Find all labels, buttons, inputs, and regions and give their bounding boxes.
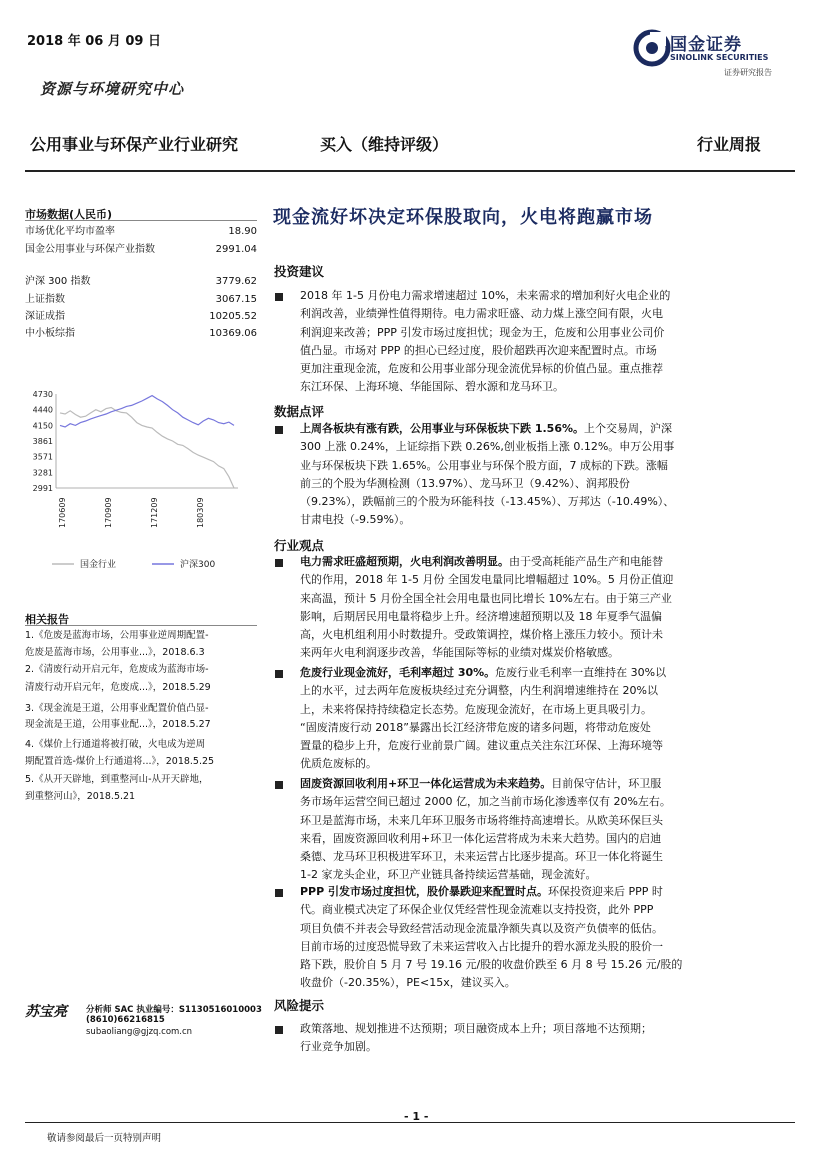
- market-row-value: 3779.62: [215, 276, 257, 287]
- text-line: 利润改善，业绩弹性值得期待。电力需求旺盛、动力煤上涨空间有限，火电: [300, 307, 663, 321]
- text-line: 桑德、龙马环卫积极进军环卫，未来运营占比逐步提高。环卫一体化将诞生: [300, 850, 663, 864]
- text-line: 更加注重现金流，危废和公用事业部分现金流优异标的价值凸显。重点推荐: [300, 362, 663, 376]
- text-line: [300, 553, 790, 571]
- related-report-line[interactable]: 期配置首选-煤价上行通道将...》，2018.5.25: [25, 756, 215, 767]
- market-data-title: 市场数据(人民币): [25, 208, 113, 221]
- text-line: [300, 664, 790, 682]
- text-line: 2018 年 1-5 月份电力需求增速超过 10%，未来需求的增加利好火电企业的: [300, 289, 671, 302]
- bullet-icon: [275, 559, 283, 567]
- market-row-value: 10205.52: [209, 311, 257, 322]
- market-row: [25, 310, 257, 324]
- report-title: 现金流好坏决定环保股取向，火电将跑赢市场: [273, 207, 653, 228]
- text-line: 环卫是蓝海市场，未来几年环卫服务市场将维持高速增长。从欧美环保巨头: [300, 813, 663, 827]
- related-report-line[interactable]: 2.《清废行动开启元年，危废成为蓝海市场-: [25, 664, 209, 675]
- related-report-line[interactable]: 现金流是王道，公用事业配...》，2018.5.27: [25, 719, 211, 730]
- market-row: [25, 243, 257, 257]
- legend-label: 国金行业: [80, 560, 117, 570]
- view-lead: PPP 引发市场过度担忧，股价暴跌迎来配置时点。: [300, 885, 549, 898]
- market-row: [25, 225, 257, 239]
- report-date: 2018 年 06 月 09 日: [27, 34, 161, 49]
- related-report-line[interactable]: 到重整河山》，2018.5.21: [25, 791, 136, 802]
- text-line: （9.23%），跌幅前三的个股为环能科技（-13.45%）、万邦达（-10.49%）、: [300, 495, 675, 509]
- related-reports-divider: [25, 625, 257, 626]
- y-tick-label: 3861: [32, 436, 53, 446]
- text-line: [300, 883, 790, 901]
- data-paragraph: [300, 420, 790, 530]
- bullet-icon: [275, 889, 283, 897]
- analyst-license: 分析师 SAC 执业编号：S1130516010003: [86, 1005, 262, 1015]
- text-line: “固废清废行动 2018”暴露出长江经济带危废的诸多问题，将带动危废处: [300, 720, 651, 734]
- bullet-icon: [275, 781, 283, 789]
- related-report-line[interactable]: 危废是蓝海市场，公用事业...》，2018.6.3: [25, 647, 205, 658]
- text-line: 高，火电机组利用小时数提升。受政策调控，煤价格上涨压力较小。预计未: [300, 628, 663, 642]
- header-divider: [25, 170, 795, 172]
- bullet-icon: [275, 426, 283, 434]
- index-line-chart: [22, 384, 262, 584]
- market-row: [25, 327, 257, 341]
- market-row-value: 10369.06: [209, 328, 257, 339]
- view-paragraph-4: [300, 883, 790, 993]
- y-tick-label: 3571: [32, 452, 53, 462]
- legend-label: 沪深300: [180, 560, 216, 570]
- text-line: [300, 775, 790, 793]
- text-line: 上的水平，过去两年危废板块经过充分调整，内生利润增速维持在 20%以: [300, 684, 658, 698]
- view-paragraph-1: [300, 553, 790, 663]
- market-row-value: 3067.15: [215, 294, 257, 305]
- bullet-icon: [275, 293, 283, 301]
- x-tick-label: 171209: [150, 497, 159, 528]
- y-tick-label: 3281: [32, 468, 53, 478]
- view-lead-rest: 危废行业毛利率一直维持在 30%以: [495, 666, 667, 679]
- text-line: 路下跌，股价自 5 月 7 号 19.16 元/股的收盘价跌至 6 月 8 号 15.26 元/股的: [300, 958, 683, 972]
- text-line: 置量的稳步上升，危废行业前景广阔。建议重点关注东江环保、上海环境等: [300, 739, 663, 753]
- y-tick-label: 4150: [32, 421, 53, 431]
- analyst-name: 苏宝亮: [25, 1004, 67, 1020]
- related-report-line[interactable]: 清废行动开启元年，危废成...》，2018.5.29: [25, 682, 211, 693]
- related-report-line[interactable]: 4.《煤价上行通道将被打破，火电成为逆周: [25, 739, 206, 750]
- view-lead: 危废行业现金流好，毛利率超过 30%。: [300, 666, 496, 679]
- view-paragraph-3: [300, 775, 790, 885]
- series-line: [60, 408, 234, 489]
- bullet-icon: [275, 670, 283, 678]
- logo-text-en: SINOLINK SECURITIES: [670, 53, 769, 62]
- text-line: 利润迎来改善；PPP 引发市场过度担忧；现金为王，危废和公用事业公司价: [300, 325, 665, 339]
- market-row-label: 深证成指: [25, 311, 65, 322]
- text-line: 来两年火电利润逐步改善，华能国际等标的业绩对煤炭价格敏感。: [300, 646, 619, 660]
- text-line: 影响，后期居民用电量将稳步上升。经济增速超预期以及 18 年夏季气温偏: [300, 609, 662, 623]
- y-tick-label: 4730: [32, 390, 53, 399]
- data-lead: 上周各板块有涨有跌，公用事业与环保板块下跌 1.56%。: [300, 422, 584, 435]
- risk-paragraph: [300, 1020, 790, 1057]
- market-row-value: 2991.04: [215, 244, 257, 255]
- analyst-phone: (8610)66216815: [86, 1015, 165, 1025]
- view-lead: 电力需求旺盛超预期，火电利润改善明显。: [300, 555, 509, 568]
- market-row-label: 上证指数: [25, 294, 65, 305]
- x-tick-label: 180309: [196, 497, 205, 528]
- text-line: 来高温，预计 5 月份全国全社会用电量也同比增长 10%左右。由于第三产业: [300, 591, 672, 605]
- market-row: [25, 293, 257, 307]
- market-row-label: 国金公用事业与环保产业指数: [25, 244, 155, 255]
- related-reports-title: 相关报告: [25, 613, 69, 626]
- text-line: 300 上涨 0.24%，上证综指下跌 0.26%,创业板指上涨 0.12%。申万公用事: [300, 440, 675, 454]
- text-line: 目前市场的过度恐慌导致了未来运营收入占比提升的碧水源龙头股的股价一: [300, 939, 663, 953]
- market-row-label: 沪深 300 指数: [25, 276, 91, 287]
- text-line: 上，未来将保持持续稳定长态势。危废现金流好，在市场上更具吸引力。: [300, 702, 652, 716]
- text-line: 行业竞争加剧。: [300, 1040, 377, 1054]
- related-report-line[interactable]: 1.《危废是蓝海市场，公用事业逆周期配置-: [25, 630, 209, 641]
- section-data-title: 数据点评: [274, 404, 325, 419]
- report-type: 行业周报: [697, 135, 762, 154]
- bullet-icon: [275, 1026, 283, 1034]
- section-view-title: 行业观点: [274, 538, 325, 553]
- view-lead: 固废资源回收利用+环卫一体化运营成为未来趋势。: [300, 777, 552, 790]
- research-center: 资源与环境研究中心: [40, 80, 185, 98]
- text-line: 项目负债不并表会导致经营活动现金流量净额失真以及资产负债率的低估。: [300, 921, 663, 935]
- footer-disclaimer: 敬请参阅最后一页特别声明: [47, 1133, 162, 1144]
- text-line: 收盘价（-20.35%），PE<15x，建议买入。: [300, 976, 516, 990]
- text-line: 代。商业模式决定了环保企业仅凭经营性现金流难以支持投资，此外 PPP: [300, 903, 654, 917]
- y-tick-label: 4440: [32, 405, 53, 415]
- logo-text-cn: 国金证券: [670, 35, 742, 55]
- rating-label: 买入（维持评级）: [320, 135, 449, 154]
- text-line: 务市场年运营空间已超过 2000 亿，加之当前市场化渗透率仅有 20%左右。: [300, 795, 671, 809]
- text-line: 1-2 家龙头企业，环卫产业链具备持续运营基础，现金流好。: [300, 868, 597, 882]
- x-tick-label: 170909: [104, 497, 113, 528]
- data-lead-rest: 上个交易周，沪深: [584, 422, 672, 435]
- text-line: 值凸显。市场对 PPP 的担心已经过度，股价超跌再次迎来配置时点。市场: [300, 343, 657, 357]
- page-number: - 1 -: [404, 1110, 429, 1123]
- text-line: 甘肃电投（-9.59%）。: [300, 513, 411, 527]
- text-line: 前三的个股为华测检测（13.97%）、龙马环卫（9.42%）、润邦股份: [300, 476, 630, 490]
- view-lead-rest: 由于受高耗能产品生产和电能替: [509, 555, 663, 568]
- footer-divider: [25, 1122, 795, 1123]
- invest-paragraph: [300, 287, 790, 397]
- text-line: 优质危废标的。: [300, 757, 377, 771]
- section-risk-title: 风险提示: [274, 998, 325, 1013]
- logo-subtitle: 证券研究报告: [724, 68, 772, 77]
- analyst-email[interactable]: subaoliang@gjzq.com.cn: [86, 1027, 193, 1037]
- market-row-label: 中小板综指: [25, 328, 75, 339]
- text-line: 来看，固废资源回收利用+环卫一体化运营将成为未来大趋势。国内的启迪: [300, 831, 662, 845]
- text-line: 政策落地、规划推进不达预期；项目融资成本上升；项目落地不达预期；: [300, 1022, 652, 1035]
- market-row: [25, 275, 257, 289]
- industry-title: 公用事业与环保产业行业研究: [30, 135, 239, 154]
- view-lead-rest: 目前保守估计，环卫服: [551, 777, 662, 790]
- view-lead-rest: 环保投资迎来后 PPP 时: [548, 885, 663, 898]
- section-invest-title: 投资建议: [274, 264, 325, 279]
- text-line: [300, 420, 790, 438]
- x-tick-label: 170609: [58, 497, 67, 528]
- text-line: 东江环保、上海环境、华能国际、碧水源和龙马环卫。: [300, 380, 564, 394]
- text-line: 代的作用，2018 年 1-5 月份 全国发电量同比增幅超过 10%。5 月份正值迎: [300, 573, 674, 587]
- related-report-line[interactable]: 5.《从开天辟地，到重整河山-从开天辟地，: [25, 774, 209, 785]
- market-row-label: 市场优化平均市盈率: [25, 226, 115, 237]
- y-tick-label: 2991: [32, 484, 53, 493]
- related-report-line[interactable]: 3.《现金流是王道，公用事业配置价值凸显-: [25, 703, 209, 714]
- series-line: [60, 396, 234, 427]
- view-paragraph-2: [300, 664, 790, 774]
- market-row-value: 18.90: [228, 226, 257, 237]
- text-line: 业与环保板块下跌 1.65%。公用事业与环保个股方面，7 成标的下跌。涨幅: [300, 458, 668, 472]
- market-data-divider: [25, 220, 257, 221]
